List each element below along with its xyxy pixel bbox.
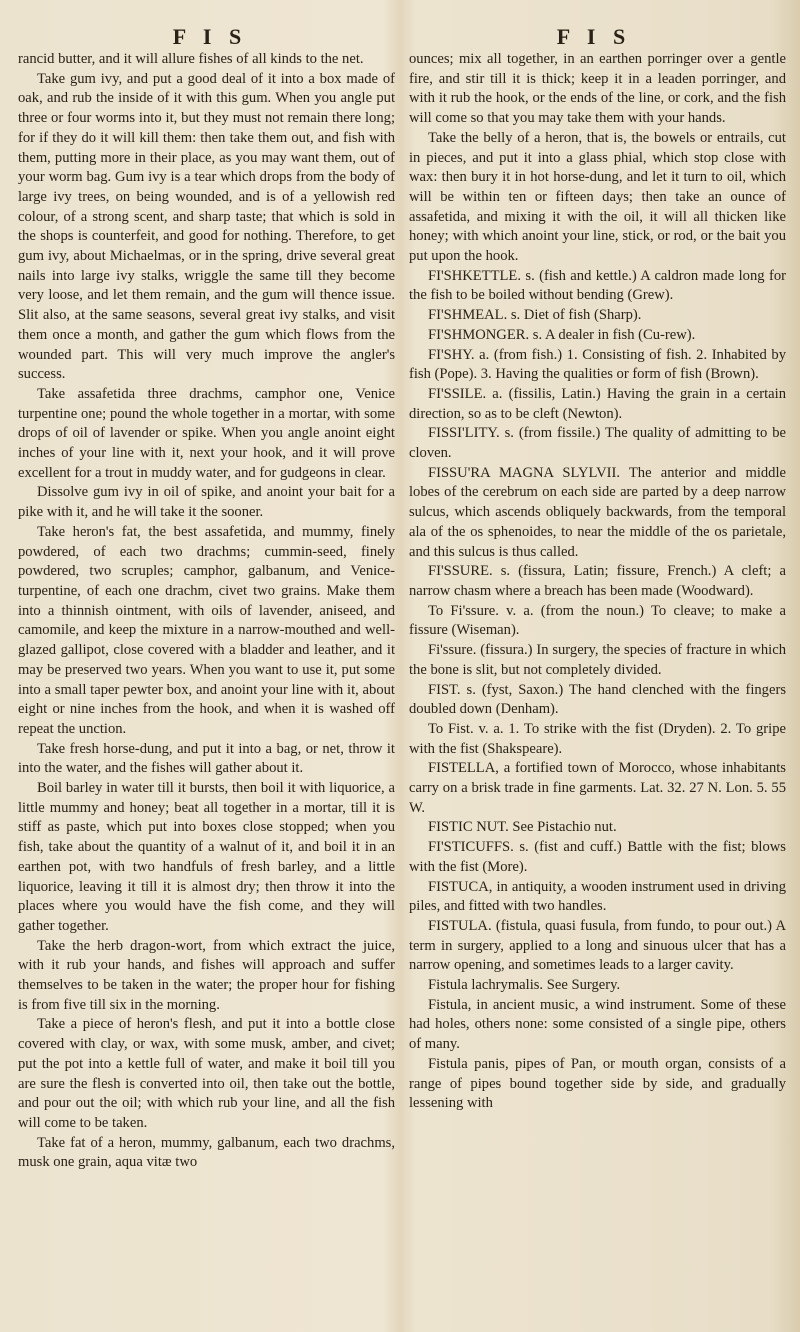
- dictionary-entry: FIST. s. (fyst, Saxon.) The hand clenched with the fingers doubled down (Denham).: [409, 681, 786, 718]
- paragraph: ounces; mix all together, in an earthen porringer over a gentle fire, and stir till it is thick; keep it in a leaden porringer, and with it rub the hook, or the ends of the line, or cork, and the fish will come so that you may take them with your hands.: [409, 51, 786, 127]
- dictionary-entry: FI'SHY. a. (from fish.) 1. Consisting of fish. 2. Inhabited by fish (Pope). 3. Having the qualities or form of fish (Brown).: [409, 346, 786, 383]
- dictionary-entry: Fi'ssure. (fissura.) In surgery, the species of fracture in which the bone is slit, but not completely divided.: [409, 642, 786, 678]
- paragraph: rancid butter, and it will allure fishes of all kinds to the net.: [18, 51, 364, 67]
- dictionary-entry: Fistula lachrymalis. See Surgery.: [427, 977, 621, 994]
- running-header: [18, 0, 786, 50]
- dictionary-entry: FI'SHMEAL. s. Diet of fish (Sharp).: [427, 307, 642, 324]
- dictionary-entry: FI'SSURE. s. (fissura, Latin; fissure, French.) A cleft; a narrow chasm where a breach has been made (Woodward).: [409, 563, 786, 599]
- paragraph: Take the herb dragon-wort, from which extract the juice, with it rub your hands, and fishes will approach and suffer themselves to be taken in the water; the proper hour for fishing is from five till six in the morning.: [18, 937, 395, 1013]
- paragraph: Take fresh horse-dung, and put it into a bag, or net, throw it into the water, and the fishes will gather about it.: [18, 740, 395, 777]
- paragraph: Take gum ivy, and put a good deal of it into a box made of oak, and rub the inside of it with this gum. When you angle put three or four worms into it, but they must not remain there long; for if they do it will kill them: then take them out, and fish with them, putting more in their place, as you may want them, out of your worm bag. Gum ivy is a tear which drops from the body of large ivy trees, on being wounded, and is of a yellowish red colour, of a strong scent, and sharp taste; that which is sold in the shops is counterfeit, and good for nothing. Therefore, to get gum ivy, about Michaelmas, or in the spring, drive several great nails into large ivy stalks, wriggle the same till they become very loose, and let them remain, and the gum will thence issue. Slit also, at the same seasons, several great ivy stalks, and visit them once a month, and gather the gum which flows from the wounded part. This will very much improve the angler's success.: [18, 70, 395, 383]
- dictionary-entry: Fistula, in ancient music, a wind instrument. Some of these had holes, others none: some consisted of a single pipe, others of many.: [409, 996, 786, 1053]
- paragraph: Take heron's fat, the best assafetida, and mummy, finely powdered, of each two drachms; cummin-seed, finely powdered, two scruples; camphor, galbanum, and Venice-turpentine, of each one drachm, civet two grains. Make them into a thinnish ointment, with oils of lavender, aniseed, and camomile, and keep the mixture in a narrow-mouthed and well-glazed gallipot, close covered with a bladder and leather, and it may be preserved two years. When you want to use it, put some into a small taper pewter box, and anoint your line with it, about eight or nine inches from the hook, and when it is washed off repeat the unction.: [18, 523, 395, 737]
- right-column: [409, 50, 786, 1173]
- paragraph: Take assafetida three drachms, camphor one, Venice turpentine one; pound the whole together in a mortar, with some drops of oil of lavender or spike. When you angle anoint eight inches of your line with it, next your hook, and it will prove excellent for a trout in muddy water, and for gudgeons in clear.: [18, 385, 395, 481]
- header-left: F I S: [172, 24, 248, 49]
- paragraph: Take the belly of a heron, that is, the bowels or entrails, cut in pieces, and put it into a glass phial, which stop close with wax: then bury it in hot horse-dung, and let it turn to oil, which will be within ten or fifteen days; then take an ounce of assafetida, and mixing it with the oil, it will all thicken like honey; with which anoint your line, stick, or rod, or the bait you put upon the hook.: [409, 129, 786, 265]
- dictionary-entry: To Fi'ssure. v. a. (from the noun.) To cleave; to make a fissure (Wiseman).: [409, 602, 786, 639]
- dictionary-entry: FISSI'LITY. s. (from fissile.) The quality of admitting to be cloven.: [409, 425, 786, 462]
- header-right: F I S: [556, 24, 632, 49]
- dictionary-entry: FISTUCA, in antiquity, a wooden instrument used in driving piles, and fitted with two handles.: [409, 878, 786, 915]
- dictionary-entry: To Fist. v. a. 1. To strike with the fist (Dryden). 2. To gripe with the fist (Shakspeare).: [409, 720, 786, 757]
- paragraph: Take fat of a heron, mummy, galbanum, each two drachms, musk one grain, aqua vitæ two: [18, 1134, 395, 1171]
- dictionary-entry: FISTELLA, a fortified town of Morocco, whose inhabitants carry on a brisk trade in fine garments. Lat. 32. 27 N. Lon. 5. 55 W.: [409, 760, 786, 816]
- text-columns: [18, 50, 786, 1173]
- paragraph: Boil barley in water till it bursts, then boil it with liquorice, a little mummy and honey; beat all together in a mortar, till it is stiff as paste, which put into boxes close stopped; when you fish, take about the quantity of a walnut of it, and boil it in an earthen pot, with two handfuls of fresh barley, and a little liquorice, leaving it till it is almost dry; then throw it into the places where you would have the fish come, and they will gather together.: [18, 780, 395, 934]
- paragraph: Take a piece of heron's flesh, and put it into a bottle close covered with clay, or wax, with some musk, amber, and civet; put the pot into a kettle full of water, and make it boil till you are sure the flesh is converted into oil, then take out the bottle, and pour out the oil; with which rub your line, and all the fish will come to be taken.: [18, 1016, 395, 1131]
- dictionary-entry: FI'SHKETTLE. s. (fish and kettle.) A caldron made long for the fish to be boiled without bending (Grew).: [409, 267, 786, 304]
- dictionary-entry: Fistula panis, pipes of Pan, or mouth organ, consists of a range of pipes bound together side by side, and gradually lessening with: [409, 1055, 786, 1112]
- dictionary-entry: FISTULA. (fistula, quasi fusula, from fundo, to pour out.) A term in surgery, applied to a long and sinuous ulcer that has a narrow opening, and sometimes leads to a larger cavity.: [409, 917, 786, 974]
- dictionary-entry: FISTIC NUT. See Pistachio nut.: [427, 819, 617, 836]
- dictionary-entry: FI'STICUFFS. s. (fist and cuff.) Battle with the fist; blows with the fist (More).: [409, 839, 786, 875]
- dictionary-entry: FI'SHMONGER. s. A dealer in fish (Cu-rew).: [427, 326, 696, 343]
- left-column: [18, 50, 395, 1173]
- dictionary-entry: FI'SSILE. a. (fissilis, Latin.) Having the grain in a certain direction, so as to be cleft (Newton).: [409, 385, 786, 422]
- dictionary-entry: FISSU'RA MAGNA SLYLVII. The anterior and middle lobes of the cerebrum on each side are parted by a deep narrow sulcus, which ascends obliquely backwards, from the temporal ala of the os sphenoides, to near the middle of the os parietale, and this sulcus is thus called.: [409, 464, 786, 560]
- paragraph: Dissolve gum ivy in oil of spike, and anoint your bait for a pike with it, and he will take it the sooner.: [18, 484, 395, 521]
